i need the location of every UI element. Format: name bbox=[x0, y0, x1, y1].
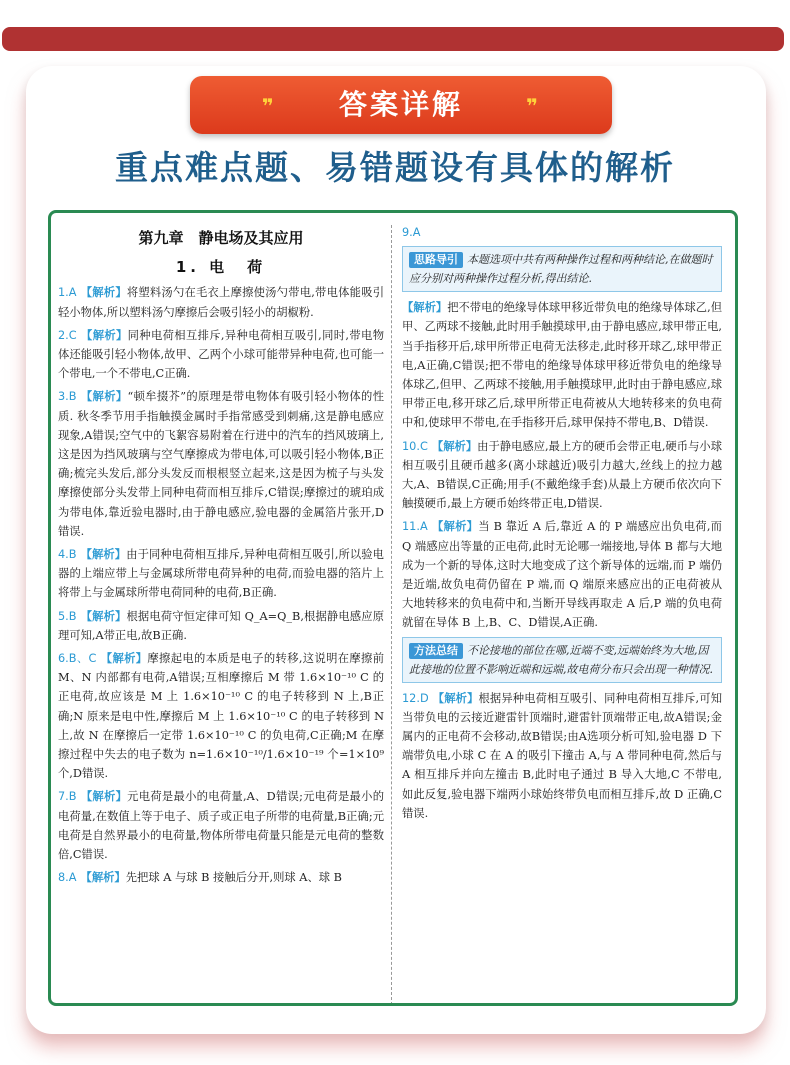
thinking-guide-box: 思路导引 本题选项中共有两种操作过程和两种结论,在做题时应分别对两种操作过程分析,得出结论. bbox=[402, 246, 722, 292]
thinking-guide-tag: 思路导引 bbox=[409, 252, 463, 268]
answer-item-10: 10.C 【解析】由于静电感应,最上方的硬币会带正电,硬币与小球相互吸引且硬币越多(离小球越近)吸引力越大,丝线上的拉力越大,A、B错误,C正确;用手(不戴绝缘手套)从最上方硬币依次向下触摸硬币,最上方硬币始终带正电,D错误. bbox=[402, 438, 722, 511]
quote-mark-left-icon: ❞ bbox=[262, 94, 276, 118]
method-summary-tag: 方法总结 bbox=[409, 643, 463, 659]
answer-item-6: 6.B、C 【解析】摩擦起电的本质是电子的转移,这说明在摩擦前 M、N 内部都有电荷,A错误;互相摩擦后 M 带 1.6×10⁻¹⁰ C 的正电荷,故应该是 M 上 1.6×10⁻¹⁰ C 的电子转移到 N 上,B正确;N 原来是电中性,摩擦后 M 上 1.6×10⁻¹⁰ C 的电子转移到 N 上,故 N 在摩擦后一定带 1.6×10⁻¹⁰ C 的负电荷,C正确;M 在摩擦过程中失去的电子数为 n=1.6×10⁻¹⁰/1.6×10⁻¹⁹ 个=1×10⁹ 个,D错误. bbox=[58, 651, 385, 781]
answer-item-4: 4.B 【解析】由于同种电荷相互排斥,异种电荷相互吸引,所以验电器的上端应带上与金属球所带电荷异种的电荷,而验电器的箔片上将带上与金属球所带电荷同种的电荷,B正确. bbox=[58, 547, 384, 600]
answer-item-9-explanation: 【解析】把不带电的绝缘导体球甲移近带负电的绝缘导体球乙,但甲、乙两球不接触,此时用手触摸球甲,由于静电感应,球甲带正电,当手指移开后,球甲所带正电荷无法移走,此时移开球乙,球甲带正电,A正确,C错误;把不带电的绝缘导体球甲移近带负电的绝缘导体球乙,但甲、乙两球不接触,用手触摸球甲,此时由于静电感应,球甲带正电,移开球乙后,球甲所带正电荷被从大地转移来的负电荷中和,使球甲不带电,在手指移开后,球甲保持不带电,B、D错误. bbox=[402, 300, 722, 430]
answer-item-8: 8.A 【解析】先把球 A 与球 B 接触后分开,则球 A、球 B bbox=[58, 870, 342, 885]
answer-item-1: 1.A 【解析】将塑料汤勺在毛衣上摩擦使汤勺带电,带电体能吸引轻小物体,所以塑料汤勺摩擦后会吸引轻小的胡椒粉. bbox=[58, 285, 384, 319]
answer-item-5: 5.B 【解析】根据电荷守恒定律可知 Q_A=Q_B,根据静电感应原理可知,A带正电,故B正确. bbox=[58, 608, 384, 642]
answer-item-2: 2.C 【解析】同种电荷相互排斥,异种电荷相互吸引,同时,带电物体还能吸引轻小物体,故甲、乙两个小球可能带异种电荷,也可能一个带电,一个不带电,C正确. bbox=[58, 327, 384, 381]
section-heading: 1. 电 荷 bbox=[175, 258, 267, 277]
answer-item-11: 11.A 【解析】当 B 靠近 A 后,靠近 A 的 P 端感应出负电荷,而 Q 端感应出等量的正电荷,此时无论哪一端接地,导体 B 都与大地成为一个新的导体,这时大地变成了这个新导体的远端,而 P 端仍是近端,故负电荷仍留在 P 端,而 Q 端原来感应出的正电荷被从大地转移来的负电荷中和,当断开导线再取走 A 后,P 端的负电荷就留在导体 B 上,B、C、D错误,A正确. bbox=[402, 519, 722, 630]
answer-item-7: 7.B 【解析】元电荷是最小的电荷量,A、D错误;元电荷是最小的电荷量,在数值上等于电子、质子或正电子所带的电荷量,B正确;元电荷是自然界最小的电荷量,物体所带电荷量只能是元电荷的整数倍,C错误. bbox=[58, 789, 384, 862]
method-summary-box: 方法总结 不论接地的部位在哪,近端不变,远端始终为大地,因此接地的位置不影响近端和远端,故电荷分布只会出现一种情况. bbox=[402, 637, 722, 683]
page-subtitle: 重点难点题、易错题设有具体的解析 bbox=[115, 148, 675, 187]
answer-item-3: 3.B 【解析】“顿牟掇芥”的原理是带电物体有吸引轻小物体的性质. 秋冬季节用手指触摸金属时手指常感受到刺痛,这是静电感应现象,A错误;空气中的飞絮容易附着在行进中的汽车的挡风玻璃上,这是因为挡风玻璃与空气摩擦成为带电体,可以吸引轻小物体,B正确;梳完头发后,部分头发反而根根竖立起来,这是因为梳子与头发摩擦使部分头发带上同种电荷而相互排斥,C错误;摩擦过的琥珀成为带电体,靠近验电器时,由于静电感应,验电器的金属箔片张开,D错误. bbox=[58, 389, 384, 538]
page-title: 答案详解 bbox=[338, 88, 463, 121]
answer-document bbox=[48, 210, 738, 1006]
header-pill bbox=[190, 76, 612, 134]
column-divider bbox=[391, 225, 392, 1005]
answer-item-12: 12.D 【解析】根据异种电荷相互吸引、同种电荷相互排斥,可知当带负电的云接近避雷针顶端时,避雷针顶端带正电,故A错误;金属内的正电荷不会移动,故B错误;由A选项分析可知,验电器 D 下端带负电,小球 C 在 A 的吸引下撞击 A,与 A 带同种电荷,然后与 A 相互排斥并向左撞击 B,此时电子通过 B 导入大地,C 不带电,如此反复,验电器下端两小球始终带负电而相互排斥,故 D 正确,C错误. bbox=[402, 690, 722, 820]
quote-mark-right-icon: ❞ bbox=[526, 94, 540, 118]
answer-item-9: 9.A bbox=[402, 226, 421, 239]
right-column bbox=[402, 223, 722, 827]
top-banner-bar bbox=[2, 27, 784, 51]
left-column bbox=[58, 223, 384, 892]
chapter-heading: 第九章 静电场及其应用 bbox=[138, 229, 304, 247]
